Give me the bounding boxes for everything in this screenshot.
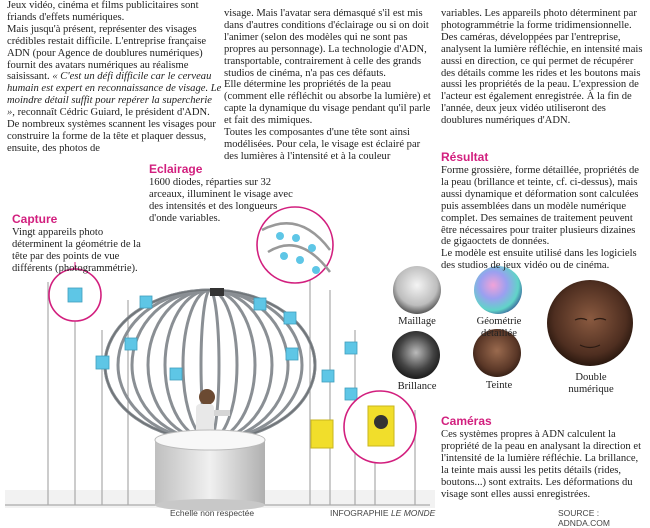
- capture-text: Vingt appareils photo déterminent la géométrie de la tête par des points de vue différents (photogrammétrie).: [12, 227, 141, 274]
- label-maillage: Maillage: [398, 316, 436, 327]
- eclairage-callout: [149, 162, 297, 225]
- resultat-callout: [441, 150, 646, 272]
- label-teinte: Teinte: [485, 380, 513, 391]
- capture-callout: [12, 212, 147, 275]
- cameras-callout: [441, 414, 646, 500]
- thumb-geometrie: [474, 266, 522, 314]
- label-brillance: Brillance: [397, 381, 437, 392]
- base-platform: [155, 430, 265, 511]
- credit-brand: LE MONDE: [390, 508, 436, 518]
- article-column-2: [224, 8, 432, 163]
- thumb-maillage: [393, 266, 441, 314]
- cameras-title: Caméras: [441, 414, 492, 428]
- resultat-text: Forme grossière, forme détaillée, propriétés de la peau (brillance et teinte, cf. ci-dessus), mais aussi dynamique et déformation sont calculées puis assemblées dans un modèle numérique complet. Des semaines de traitement peuvent être nécessaires pour traiter plusieurs dizaines de gigaoctets de données.: [441, 165, 639, 248]
- resultat-title: Résultat: [441, 150, 489, 164]
- source-note: SOURCE : ADNDA.COM: [558, 508, 610, 528]
- thumb-brillance: [392, 331, 440, 379]
- capture-zoom-camera: [68, 288, 82, 302]
- article-paragraph: variables. Les appareils photo déterminent par photogrammétrie la forme tridimensionnelle. Des caméras, développées par l'entreprise, analysent la lumière réfléchie, en intensité mais aussi en direction, ce qui permet de récupérer des détails comme les rides et les boutons mais aussi les propriétés de la peau. L'expression de l'acteur est également enregistrée. À la fin de l'année, deux jeux vidéo utiliseront des doublures numériques d'ADN.: [441, 8, 643, 127]
- article-paragraph: Elle détermine les propriétés de la peau (comment elle réfléchit ou absorbe la lumière) et capte la dynamique du visage pendant qu'il parle et fait des mimiques.: [224, 79, 431, 127]
- eclairage-title: Eclairage: [149, 162, 203, 176]
- article-intro: Jeux vidéo, cinéma et films publicitaires sont friands d'effets numériques.: [7, 0, 199, 23]
- capture-title: Capture: [12, 212, 58, 226]
- article-paragraph: visage. Mais l'avatar sera démasqué s'il est mis dans d'autres conditions d'éclairage ou si on doit l'animer (selon des modèles qui ne sont pas propres au personnage). La technologie d'ADN, transportable, contrairement à celle des grands studios de cinéma, n'a pas ces défauts.: [224, 8, 429, 79]
- camera-zoom: [368, 406, 394, 446]
- cameras-text: Ces systèmes propres à ADN calculent la propriété de la peau en analysant la direction et l'intensité de la lumière réfléchie. La brillance, la teinte mais aussi les petits détails (rides, boutons...) sont extraits. Les déformations du visage sont elles aussi enregistrées.: [441, 429, 642, 500]
- photo-cameras: [67, 290, 357, 400]
- article-column-1: [7, 0, 222, 155]
- article-quote: « C'est un défi difficile car le cerveau humain est expert en reconnaissance de visage. Le moindre détail suffit pour repérer la supercherie »: [7, 71, 222, 119]
- label-geometrie: Géométrie détaillée: [476, 316, 522, 339]
- article-paragraph: Toutes les composantes d'une tête sont ainsi modélisées. Pour cela, le visage est éclairé par des lumières à l'intensité et à la couleur: [224, 127, 421, 162]
- article-column-3: [441, 8, 646, 127]
- scale-note: Echelle non respectée: [170, 508, 255, 518]
- article-paragraph: Mais jusqu'à présent, représenter des visages crédibles restait difficile. L'entreprise française ADN (pour Agence de doublures numériques) fournit des avatars numériques au réalisme saisissant. « C'est un défi difficile car le cerveau humain est expert en reconnaissance de visage. Le moindre détail suffit pour repérer la supercherie », reconnaît Cédric Guiard, le président d'ADN. De nombreux systèmes scannent les visages pour construire la forme de la tête et plaquer dessus, ensuite, des photos de: [7, 23, 222, 154]
- eclairage-text: 1600 diodes, réparties sur 32 arceaux, illuminent le visage avec des intensités et des longueurs d'onde variables.: [149, 177, 293, 224]
- resultat-text-2: Le modèle est ensuite utilisé dans les logiciels des studios de jeux vidéo ou de cinéma.: [441, 248, 637, 272]
- label-double: Double numérique: [568, 372, 614, 395]
- thumb-double: [547, 280, 633, 366]
- credit: INFOGRAPHIE LE MONDE: [330, 508, 436, 518]
